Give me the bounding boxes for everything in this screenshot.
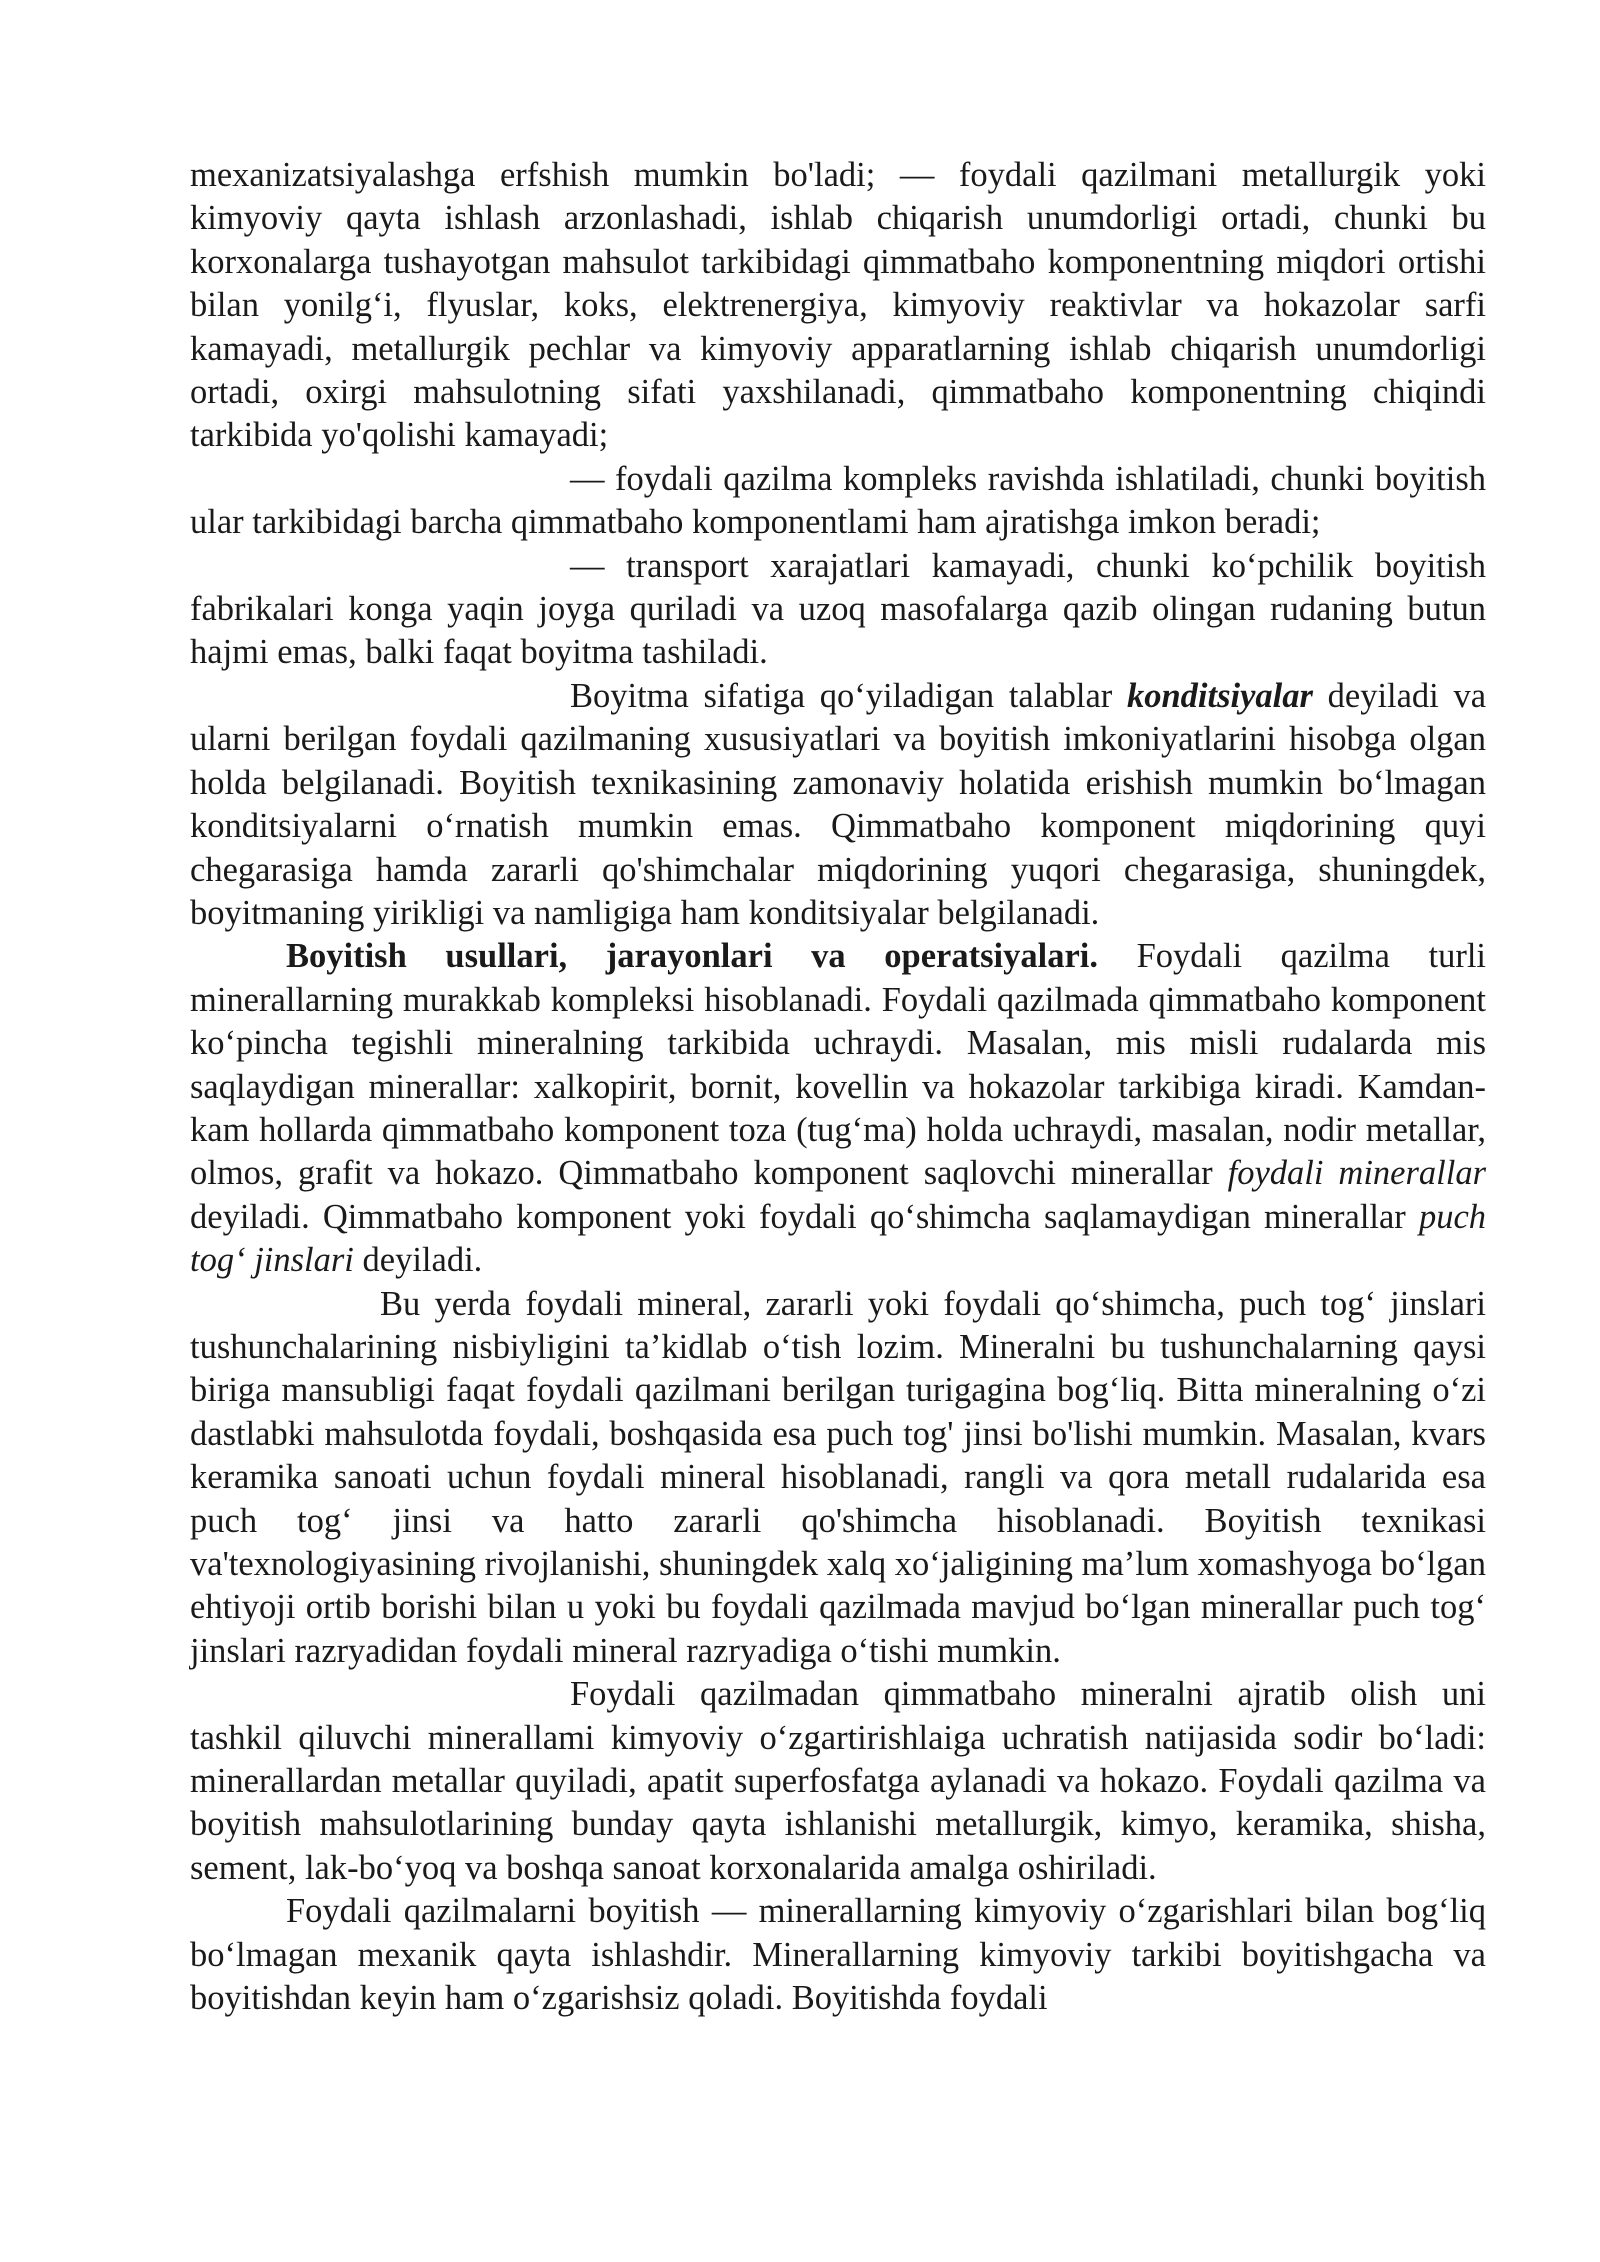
methods-text-c: deyiladi.: [362, 1241, 483, 1280]
term-foydali-minerallar: foydali minerallar: [1227, 1154, 1487, 1193]
term-puch-tog-jinslari: puch tog‘ jinslari: [190, 1197, 1487, 1280]
methods-text-a: Foydali qazilma turli minerallarning murakkab kompleksi hisoblanadi. Foydali qazilmada qimmatbaho komponent ko‘pincha tegishli mineralning tarkibida uchraydi. Masalan, mis misli rudalarda mis saqlaydigan minerallar: xalkopirit, bornit, kovellin va hokazolar tarkibiga kiradi. Kamdan-kam hollarda qimmatbaho komponent toza (tug‘ma) holda uchraydi, masalan, nodir metallar, olmos, grafit va hokazo. Qimmatbaho komponent saqlovchi minerallar: [190, 937, 1487, 1193]
methods-text-b: deyiladi. Qimmatbaho komponent yoki foydali qo‘shimcha saqlamaydigan minerallar: [190, 1197, 1406, 1236]
paragraph-chemical-processing: Foydali qazilmadan qimmatbaho mineralni ajratib olish uni tashkil qiluvchi minerallami kimyoviy o‘zgartirishlaiga uchratish natijasida sodir bo‘ladi: minerallardan metallar quyiladi, apatit superfosfatga aylanadi va hokazo. Foydali qazilma va boyitish mahsulotlarining bunday qayta ishlanishi metallurgik, kimyo, keramika, shisha, sement, lak-bo‘yoq va boshqa sanoat korxonalarida amalga oshiriladi.: [190, 1675, 1486, 1887]
term-konditsiyalar: konditsiyalar: [1126, 676, 1313, 715]
paragraph-transport-costs: — transport xarajatlari kamayadi, chunki ko‘pchilik boyitish fabrikalari konga yaqin joyga quriladi va uzoq masofalarga qazib olingan rudaning butun hajmi emas, balki faqat boyitma tashiladi.: [190, 546, 1486, 672]
paragraph-metallurgy-advantages: mexanizatsiyalashga erfshish mumkin bo'ladi; — foydali qazilmani metallurgik yoki kimyoviy qayta ishlash arzonlashadi, ishlab chiqarish unumdorligi ortadi, chunki bu korxonalarga tushayotgan mahsulot tarkibidagi qimmatbaho komponentning miqdori ortishi bilan yonilg‘i, flyuslar, koks, elektrenergiya, kimyoviy reaktivlar va hokazolar sarfi kamayadi, metallurgik pechlar va kimyoviy apparatlarning ishlab chiqarish unumdorligi ortadi, oxirgi mahsulotning sifati yaxshilanadi, qimmatbaho komponentning chiqindi tarkibida yo'qolishi kamayadi;: [190, 156, 1486, 455]
section-heading-methods: Boyitish usullari, jarayonlari va operatsiyalari.: [286, 937, 1098, 976]
paragraph-conditions: [190, 675, 1486, 935]
document-body: [190, 154, 1486, 2020]
conditions-text-start: Boyitma sifatiga qo‘yiladigan talablar: [570, 676, 1113, 715]
paragraph-relativity: Bu yerda foydali mineral, zararli yoki foydali qo‘shimcha, puch tog‘ jinslari tushunchalarining nisbiyligini ta’kidlab o‘tish lozim. Mineralni bu tushunchalarning qaysi biriga mansubligi faqat foydali qazilmani berilgan turigagina bog‘liq. Bitta mineralning o‘zi dastlabki mahsulotda foydali, boshqasida esa puch tog' jinsi bo'lishi mumkin. Masalan, kvars keramika sanoati uchun foydali mineral hisoblanadi, rangli va qora metall rudalarida esa puch tog‘ jinsi va hatto zararli qo'shimcha hisoblanadi. Boyitish texnikasi va'texnologiyasining rivojlanishi, shuningdek xalq xo‘jaligining ma’lum xomashyoga bo‘lgan ehtiyoji ortib borishi bilan u yoki bu foydali qazilmada mavjud bo‘lgan minerallar puch tog‘ jinslari razryadidan foydali mineral razryadiga o‘tishi mumkin.: [190, 1284, 1486, 1670]
conditions-text-end: deyiladi va ularni berilgan foydali qazilmaning xususiyatlari va boyitish imkoniyatlarini hisobga olgan holda belgilanadi. Boyitish texnikasining zamonaviy holatida erishish mumkin bo‘lmagan konditsiyalarni o‘rnatish mumkin emas. Qimmatbaho komponent miqdorining quyi chegarasiga hamda zararli qo'shimchalar miqdorining yuqori chegarasiga, shuningdek, boyitmaning yirikligi va namligiga ham konditsiyalar belgilanadi.: [190, 676, 1487, 932]
paragraph-methods: [190, 935, 1486, 1282]
paragraph-complex-use: — foydali qazilma kompleks ravishda ishlatiladi, chunki boyitish ular tarkibidagi barcha qimmatbaho komponentlami ham ajratishga imkon beradi;: [190, 459, 1486, 542]
paragraph-enrichment-definition: Foydali qazilmalarni boyitish — minerallarning kimyoviy o‘zgarishlari bilan bog‘liq bo‘lmagan mexanik qayta ishlashdir. Minerallarning kimyoviy tarkibi boyitishgacha va boyitishdan keyin ham o‘zgarishsiz qoladi. Boyitishda foydali: [190, 1892, 1486, 2018]
